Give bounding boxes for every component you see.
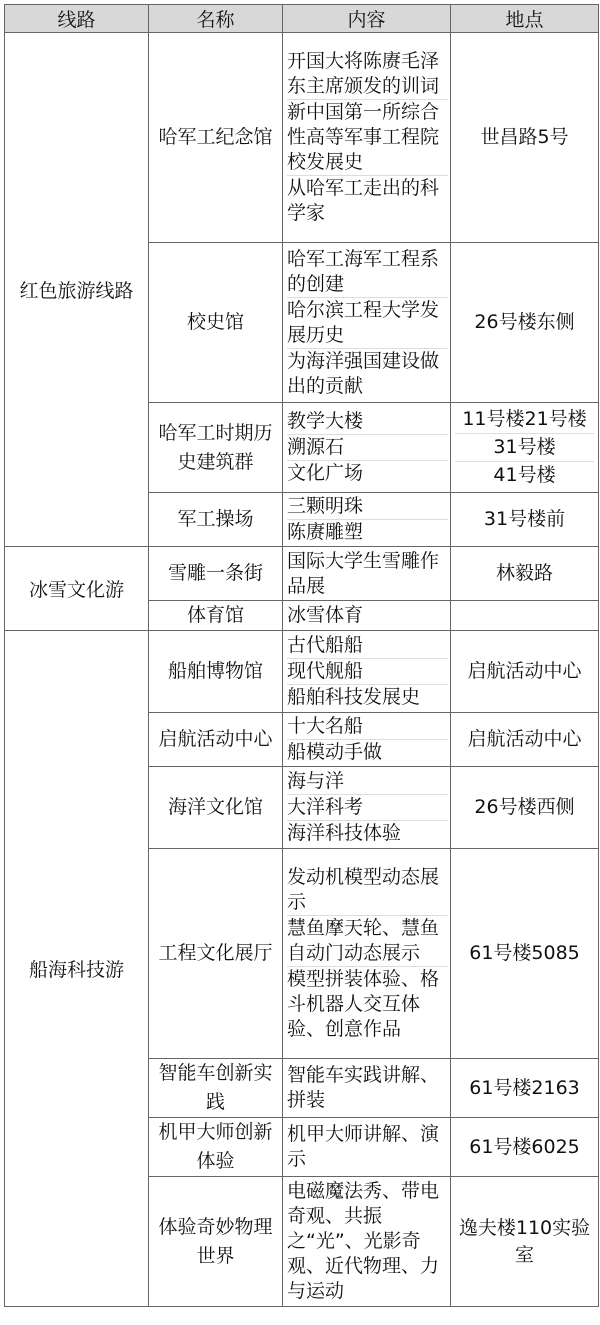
content-item: 从哈军工走出的科学家 xyxy=(287,177,440,224)
content-item: 智能车实践讲解、拼装 xyxy=(287,1064,440,1111)
content-item: 现代舰船 xyxy=(287,659,448,685)
venue-content xyxy=(283,403,451,493)
content-item: 机甲大师讲解、演示 xyxy=(287,1123,440,1170)
location-item: 林毅路 xyxy=(495,562,553,584)
table-row xyxy=(5,631,599,713)
location-item: 26号楼东侧 xyxy=(474,311,575,333)
content-item: 船模动手做 xyxy=(287,741,383,763)
venue-location xyxy=(451,601,599,631)
venue-name: 智能车创新实践 xyxy=(149,1059,283,1118)
venue-content xyxy=(283,1177,451,1307)
location-item: 启航活动中心 xyxy=(467,728,582,750)
venue-name: 机甲大师创新体验 xyxy=(149,1118,283,1177)
venue-name: 体验奇妙物理世界 xyxy=(149,1177,283,1307)
table-body xyxy=(5,33,599,1307)
content-item: 新中国第一所综合性高等军事工程院校发展史 xyxy=(287,100,448,176)
venue-location xyxy=(451,243,599,403)
venue-location xyxy=(451,493,599,547)
content-item: 电磁魔法秀、带电奇观、共振之“光”、光影奇观、近代物理、力与运动 xyxy=(287,1180,440,1302)
location-item: 世昌路5号 xyxy=(480,126,569,148)
location-item: 11号楼21号楼 xyxy=(455,406,594,434)
location-item: 启航活动中心 xyxy=(467,660,582,682)
location-item: 26号楼西侧 xyxy=(474,796,575,818)
venue-content xyxy=(283,33,451,243)
venue-name: 海洋文化馆 xyxy=(149,767,283,849)
venue-location xyxy=(451,33,599,243)
content-item: 模型拼装体验、格斗机器人交互体验、创意作品 xyxy=(287,968,440,1040)
route-name: 船海科技游 xyxy=(5,631,149,1307)
content-item: 为海洋强国建设做出的贡献 xyxy=(287,349,440,397)
location-item: 41号楼 xyxy=(493,464,556,486)
venue-location xyxy=(451,849,599,1059)
content-item: 大洋科考 xyxy=(287,795,448,821)
venue-content xyxy=(283,601,451,631)
location-item: 61号楼5085 xyxy=(469,942,580,964)
venue-content xyxy=(283,713,451,767)
content-item: 溯源石 xyxy=(287,435,448,461)
header-content: 内容 xyxy=(283,5,451,33)
content-item: 教学大楼 xyxy=(287,409,448,435)
content-item: 十大名船 xyxy=(287,714,448,740)
route-name: 红色旅游线路 xyxy=(5,33,149,547)
venue-name: 船舶博物馆 xyxy=(149,631,283,713)
venue-name: 工程文化展厅 xyxy=(149,849,283,1059)
venue-content xyxy=(283,1118,451,1177)
content-item: 三颗明珠 xyxy=(287,494,448,520)
content-item: 哈军工海军工程系的创建 xyxy=(287,247,448,298)
venue-content xyxy=(283,849,451,1059)
location-item: 61号楼6025 xyxy=(469,1135,580,1158)
location-item: 逸夫楼110实验室 xyxy=(458,1216,591,1266)
venue-name: 军工操场 xyxy=(149,493,283,547)
content-item: 开国大将陈赓毛泽东主席颁发的训词 xyxy=(287,49,448,100)
venue-location xyxy=(451,1177,599,1307)
header-route: 线路 xyxy=(5,5,149,33)
venue-name: 体育馆 xyxy=(149,601,283,631)
venue-location xyxy=(451,403,599,493)
venue-content xyxy=(283,1059,451,1118)
venue-content xyxy=(283,243,451,403)
venue-content xyxy=(283,631,451,713)
content-item: 古代船船 xyxy=(287,633,448,659)
venue-location xyxy=(451,1059,599,1118)
route-table xyxy=(4,4,599,1307)
venue-content xyxy=(283,767,451,849)
content-item: 文化广场 xyxy=(287,462,364,484)
location-item: 31号楼 xyxy=(455,434,594,462)
venue-name: 哈军工时期历史建筑群 xyxy=(149,403,283,493)
content-item: 哈尔滨工程大学发展历史 xyxy=(287,298,448,349)
venue-name: 校史馆 xyxy=(149,243,283,403)
content-item: 海与洋 xyxy=(287,769,448,795)
venue-name: 哈军工纪念馆 xyxy=(149,33,283,243)
venue-location xyxy=(451,713,599,767)
venue-content xyxy=(283,493,451,547)
venue-name: 启航活动中心 xyxy=(149,713,283,767)
venue-location xyxy=(451,1118,599,1177)
content-item: 陈赓雕塑 xyxy=(287,521,364,543)
content-item: 冰雪体育 xyxy=(287,604,364,626)
venue-name: 雪雕一条街 xyxy=(149,547,283,601)
content-item: 国际大学生雪雕作品展 xyxy=(287,549,440,597)
location-item: 31号楼前 xyxy=(483,508,566,530)
header-location: 地点 xyxy=(451,5,599,33)
table-row xyxy=(5,547,599,601)
venue-location xyxy=(451,767,599,849)
header-row xyxy=(5,5,599,33)
venue-content xyxy=(283,547,451,601)
content-item: 船舶科技发展史 xyxy=(287,686,421,708)
content-item: 海洋科技体验 xyxy=(287,822,402,844)
route-name: 冰雪文化游 xyxy=(5,547,149,631)
venue-location xyxy=(451,547,599,601)
venue-location xyxy=(451,631,599,713)
content-item: 发动机模型动态展示 xyxy=(287,865,448,916)
table-row xyxy=(5,33,599,243)
header-name: 名称 xyxy=(149,5,283,33)
location-item: 61号楼2163 xyxy=(469,1076,580,1099)
content-item: 慧鱼摩天轮、慧鱼自动门动态展示 xyxy=(287,916,448,967)
